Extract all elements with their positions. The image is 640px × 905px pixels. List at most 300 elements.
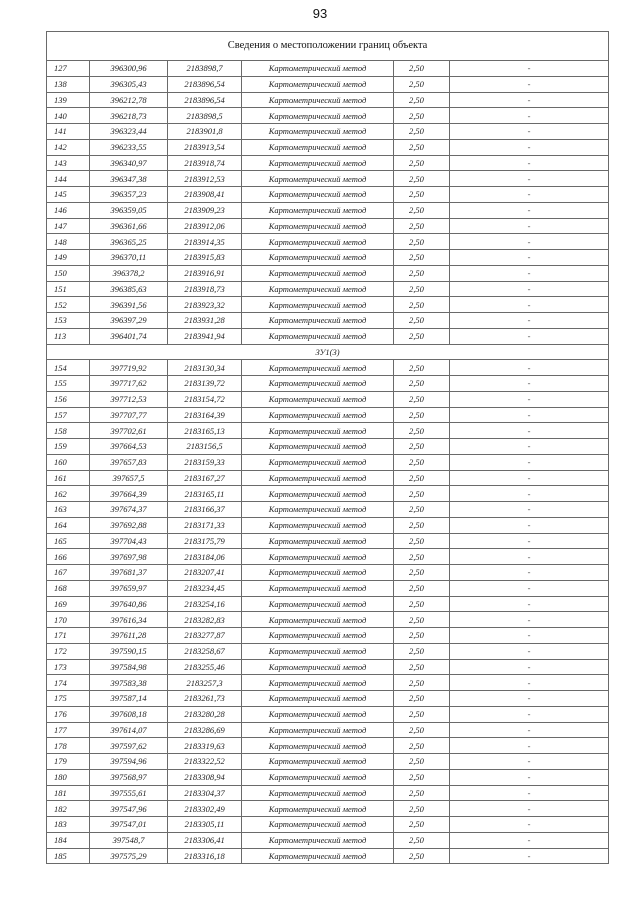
point-number-cell: 152: [47, 297, 90, 313]
point-number-cell: 181: [47, 785, 90, 801]
description-cell: -: [450, 533, 609, 549]
x-coordinate-cell: 397697,98: [90, 549, 168, 565]
point-number-cell: 179: [47, 754, 90, 770]
table-row: [47, 234, 609, 250]
precision-cell: 2,50: [394, 580, 450, 596]
method-cell: Картометрический метод: [242, 108, 394, 124]
method-cell: Картометрический метод: [242, 218, 394, 234]
precision-cell: 2,50: [394, 391, 450, 407]
precision-cell: 2,50: [394, 769, 450, 785]
point-number-cell: 174: [47, 675, 90, 691]
method-cell: Картометрический метод: [242, 234, 394, 250]
description-cell: -: [450, 61, 609, 77]
precision-cell: 2,50: [394, 628, 450, 644]
description-cell: -: [450, 549, 609, 565]
point-number-cell: 164: [47, 517, 90, 533]
point-number-cell: 145: [47, 187, 90, 203]
method-cell: Картометрический метод: [242, 502, 394, 518]
y-coordinate-cell: 2183207,41: [168, 565, 242, 581]
point-number-cell: 154: [47, 360, 90, 376]
method-cell: Картометрический метод: [242, 691, 394, 707]
description-cell: -: [450, 612, 609, 628]
description-cell: -: [450, 785, 609, 801]
table-row: [47, 517, 609, 533]
table-row: [47, 832, 609, 848]
y-coordinate-cell: 2183277,87: [168, 628, 242, 644]
point-number-cell: 170: [47, 612, 90, 628]
description-cell: -: [450, 580, 609, 596]
x-coordinate-cell: 396385,63: [90, 281, 168, 297]
table-body: [47, 32, 609, 864]
precision-cell: 2,50: [394, 360, 450, 376]
x-coordinate-cell: 396357,23: [90, 187, 168, 203]
point-number-cell: 156: [47, 391, 90, 407]
y-coordinate-cell: 2183165,13: [168, 423, 242, 439]
table-row: [47, 376, 609, 392]
y-coordinate-cell: 2183316,18: [168, 848, 242, 864]
method-cell: Картометрический метод: [242, 470, 394, 486]
description-cell: -: [450, 171, 609, 187]
x-coordinate-cell: 397704,43: [90, 533, 168, 549]
method-cell: Картометрический метод: [242, 281, 394, 297]
x-coordinate-cell: 397568,97: [90, 769, 168, 785]
x-coordinate-cell: 396401,74: [90, 328, 168, 344]
method-cell: Картометрический метод: [242, 155, 394, 171]
method-cell: Картометрический метод: [242, 565, 394, 581]
precision-cell: 2,50: [394, 817, 450, 833]
method-cell: Картометрический метод: [242, 171, 394, 187]
table-row: [47, 769, 609, 785]
table-row: [47, 155, 609, 171]
method-cell: Картометрический метод: [242, 659, 394, 675]
y-coordinate-cell: 2183154,72: [168, 391, 242, 407]
precision-cell: 2,50: [394, 139, 450, 155]
table-row: [47, 407, 609, 423]
point-number-cell: 180: [47, 769, 90, 785]
table-row: [47, 502, 609, 518]
y-coordinate-cell: 2183896,54: [168, 76, 242, 92]
table-row: [47, 423, 609, 439]
table-row: [47, 549, 609, 565]
y-coordinate-cell: 2183304,37: [168, 785, 242, 801]
table-row: [47, 470, 609, 486]
point-number-cell: 162: [47, 486, 90, 502]
description-cell: -: [450, 502, 609, 518]
precision-cell: 2,50: [394, 691, 450, 707]
precision-cell: 2,50: [394, 643, 450, 659]
x-coordinate-cell: 397597,62: [90, 738, 168, 754]
table-row: [47, 801, 609, 817]
y-coordinate-cell: 2183167,27: [168, 470, 242, 486]
description-cell: -: [450, 769, 609, 785]
precision-cell: 2,50: [394, 832, 450, 848]
method-cell: Картометрический метод: [242, 486, 394, 502]
precision-cell: 2,50: [394, 234, 450, 250]
table-row: [47, 171, 609, 187]
table-row: [47, 565, 609, 581]
method-cell: Картометрический метод: [242, 61, 394, 77]
method-cell: Картометрический метод: [242, 801, 394, 817]
method-cell: Картометрический метод: [242, 754, 394, 770]
description-cell: -: [450, 691, 609, 707]
point-number-cell: 176: [47, 706, 90, 722]
y-coordinate-cell: 2183319,63: [168, 738, 242, 754]
precision-cell: 2,50: [394, 202, 450, 218]
point-number-cell: 127: [47, 61, 90, 77]
x-coordinate-cell: 397707,77: [90, 407, 168, 423]
table-row: [47, 533, 609, 549]
x-coordinate-cell: 397692,88: [90, 517, 168, 533]
x-coordinate-cell: 396212,78: [90, 92, 168, 108]
section-row: [47, 344, 609, 360]
point-number-cell: 140: [47, 108, 90, 124]
description-cell: -: [450, 234, 609, 250]
description-cell: -: [450, 754, 609, 770]
description-cell: -: [450, 423, 609, 439]
precision-cell: 2,50: [394, 549, 450, 565]
point-number-cell: 165: [47, 533, 90, 549]
page-number: 93: [312, 6, 328, 21]
method-cell: Картометрический метод: [242, 187, 394, 203]
description-cell: -: [450, 265, 609, 281]
method-cell: Картометрический метод: [242, 533, 394, 549]
y-coordinate-cell: 2183913,54: [168, 139, 242, 155]
table-row: [47, 108, 609, 124]
table-row: [47, 706, 609, 722]
method-cell: Картометрический метод: [242, 250, 394, 266]
table-row: [47, 76, 609, 92]
y-coordinate-cell: 2183915,83: [168, 250, 242, 266]
description-cell: -: [450, 832, 609, 848]
precision-cell: 2,50: [394, 76, 450, 92]
point-number-cell: 177: [47, 722, 90, 738]
precision-cell: 2,50: [394, 92, 450, 108]
precision-cell: 2,50: [394, 470, 450, 486]
description-cell: -: [450, 596, 609, 612]
method-cell: Картометрический метод: [242, 124, 394, 140]
point-number-cell: 151: [47, 281, 90, 297]
point-number-cell: 168: [47, 580, 90, 596]
y-coordinate-cell: 2183908,41: [168, 187, 242, 203]
point-number-cell: 142: [47, 139, 90, 155]
table-row: [47, 439, 609, 455]
y-coordinate-cell: 2183261,73: [168, 691, 242, 707]
x-coordinate-cell: 397640,86: [90, 596, 168, 612]
y-coordinate-cell: 2183280,28: [168, 706, 242, 722]
y-coordinate-cell: 2183139,72: [168, 376, 242, 392]
y-coordinate-cell: 2183896,54: [168, 92, 242, 108]
table-row: [47, 360, 609, 376]
description-cell: -: [450, 139, 609, 155]
table-row: [47, 139, 609, 155]
table-row: [47, 202, 609, 218]
table-row: [47, 785, 609, 801]
precision-cell: 2,50: [394, 313, 450, 329]
precision-cell: 2,50: [394, 596, 450, 612]
x-coordinate-cell: 397717,62: [90, 376, 168, 392]
y-coordinate-cell: 2183918,74: [168, 155, 242, 171]
table-row: [47, 265, 609, 281]
precision-cell: 2,50: [394, 407, 450, 423]
precision-cell: 2,50: [394, 801, 450, 817]
table-row: [47, 675, 609, 691]
section-label: ЗУ1(3): [47, 344, 609, 360]
precision-cell: 2,50: [394, 486, 450, 502]
x-coordinate-cell: 396323,44: [90, 124, 168, 140]
precision-cell: 2,50: [394, 738, 450, 754]
description-cell: -: [450, 281, 609, 297]
method-cell: Картометрический метод: [242, 407, 394, 423]
table-row: [47, 124, 609, 140]
description-cell: -: [450, 108, 609, 124]
table-title: Сведения о местоположении границ объекта: [47, 32, 609, 61]
y-coordinate-cell: 2183302,49: [168, 801, 242, 817]
table-row: [47, 218, 609, 234]
x-coordinate-cell: 396391,56: [90, 297, 168, 313]
point-number-cell: 141: [47, 124, 90, 140]
description-cell: -: [450, 454, 609, 470]
x-coordinate-cell: 397575,29: [90, 848, 168, 864]
description-cell: -: [450, 643, 609, 659]
description-cell: -: [450, 801, 609, 817]
table-row: [47, 596, 609, 612]
method-cell: Картометрический метод: [242, 376, 394, 392]
x-coordinate-cell: 397681,37: [90, 565, 168, 581]
x-coordinate-cell: 396370,11: [90, 250, 168, 266]
table-row: [47, 722, 609, 738]
point-number-cell: 171: [47, 628, 90, 644]
table-title-row: [47, 32, 609, 61]
x-coordinate-cell: 397547,01: [90, 817, 168, 833]
precision-cell: 2,50: [394, 454, 450, 470]
point-number-cell: 182: [47, 801, 90, 817]
y-coordinate-cell: 2183159,33: [168, 454, 242, 470]
precision-cell: 2,50: [394, 706, 450, 722]
method-cell: Картометрический метод: [242, 454, 394, 470]
precision-cell: 2,50: [394, 565, 450, 581]
description-cell: -: [450, 92, 609, 108]
x-coordinate-cell: 396300,96: [90, 61, 168, 77]
x-coordinate-cell: 396397,29: [90, 313, 168, 329]
table-row: [47, 281, 609, 297]
description-cell: -: [450, 848, 609, 864]
x-coordinate-cell: 397555,61: [90, 785, 168, 801]
point-number-cell: 149: [47, 250, 90, 266]
point-number-cell: 178: [47, 738, 90, 754]
description-cell: -: [450, 250, 609, 266]
table-row: [47, 92, 609, 108]
description-cell: -: [450, 722, 609, 738]
precision-cell: 2,50: [394, 848, 450, 864]
y-coordinate-cell: 2183941,94: [168, 328, 242, 344]
point-number-cell: 166: [47, 549, 90, 565]
point-number-cell: 155: [47, 376, 90, 392]
x-coordinate-cell: 397664,39: [90, 486, 168, 502]
table-row: [47, 187, 609, 203]
point-number-cell: 158: [47, 423, 90, 439]
method-cell: Картометрический метод: [242, 612, 394, 628]
point-number-cell: 139: [47, 92, 90, 108]
method-cell: Картометрический метод: [242, 580, 394, 596]
x-coordinate-cell: 397587,14: [90, 691, 168, 707]
y-coordinate-cell: 2183308,94: [168, 769, 242, 785]
x-coordinate-cell: 397614,07: [90, 722, 168, 738]
y-coordinate-cell: 2183175,79: [168, 533, 242, 549]
point-number-cell: 146: [47, 202, 90, 218]
precision-cell: 2,50: [394, 754, 450, 770]
precision-cell: 2,50: [394, 187, 450, 203]
description-cell: -: [450, 675, 609, 691]
table-row: [47, 250, 609, 266]
point-number-cell: 185: [47, 848, 90, 864]
point-number-cell: 157: [47, 407, 90, 423]
x-coordinate-cell: 397659,97: [90, 580, 168, 596]
method-cell: Картометрический метод: [242, 706, 394, 722]
precision-cell: 2,50: [394, 108, 450, 124]
x-coordinate-cell: 397657,5: [90, 470, 168, 486]
precision-cell: 2,50: [394, 281, 450, 297]
x-coordinate-cell: 397590,15: [90, 643, 168, 659]
point-number-cell: 143: [47, 155, 90, 171]
precision-cell: 2,50: [394, 124, 450, 140]
point-number-cell: 153: [47, 313, 90, 329]
precision-cell: 2,50: [394, 785, 450, 801]
y-coordinate-cell: 2183166,37: [168, 502, 242, 518]
description-cell: -: [450, 470, 609, 486]
x-coordinate-cell: 397594,96: [90, 754, 168, 770]
x-coordinate-cell: 397583,38: [90, 675, 168, 691]
point-number-cell: 175: [47, 691, 90, 707]
description-cell: -: [450, 313, 609, 329]
x-coordinate-cell: 396340,97: [90, 155, 168, 171]
x-coordinate-cell: 396359,05: [90, 202, 168, 218]
table-row: [47, 313, 609, 329]
x-coordinate-cell: 397657,83: [90, 454, 168, 470]
point-number-cell: 184: [47, 832, 90, 848]
table-row: [47, 848, 609, 864]
y-coordinate-cell: 2183257,3: [168, 675, 242, 691]
precision-cell: 2,50: [394, 659, 450, 675]
y-coordinate-cell: 2183918,73: [168, 281, 242, 297]
x-coordinate-cell: 396361,66: [90, 218, 168, 234]
table-row: [47, 454, 609, 470]
method-cell: Картометрический метод: [242, 549, 394, 565]
point-number-cell: 173: [47, 659, 90, 675]
point-number-cell: 160: [47, 454, 90, 470]
method-cell: Картометрический метод: [242, 328, 394, 344]
precision-cell: 2,50: [394, 155, 450, 171]
method-cell: Картометрический метод: [242, 517, 394, 533]
table-row: [47, 754, 609, 770]
x-coordinate-cell: 397608,18: [90, 706, 168, 722]
y-coordinate-cell: 2183912,53: [168, 171, 242, 187]
method-cell: Картометрический метод: [242, 738, 394, 754]
y-coordinate-cell: 2183258,67: [168, 643, 242, 659]
method-cell: Картометрический метод: [242, 769, 394, 785]
method-cell: Картометрический метод: [242, 360, 394, 376]
description-cell: -: [450, 628, 609, 644]
table-row: [47, 738, 609, 754]
point-number-cell: 144: [47, 171, 90, 187]
y-coordinate-cell: 2183171,33: [168, 517, 242, 533]
table-row: [47, 580, 609, 596]
y-coordinate-cell: 2183909,23: [168, 202, 242, 218]
y-coordinate-cell: 2183234,45: [168, 580, 242, 596]
y-coordinate-cell: 2183184,06: [168, 549, 242, 565]
point-number-cell: 163: [47, 502, 90, 518]
x-coordinate-cell: 397712,53: [90, 391, 168, 407]
y-coordinate-cell: 2183914,35: [168, 234, 242, 250]
method-cell: Картометрический метод: [242, 832, 394, 848]
y-coordinate-cell: 2183254,16: [168, 596, 242, 612]
description-cell: -: [450, 407, 609, 423]
x-coordinate-cell: 396218,73: [90, 108, 168, 124]
method-cell: Картометрический метод: [242, 139, 394, 155]
description-cell: -: [450, 517, 609, 533]
method-cell: Картометрический метод: [242, 92, 394, 108]
y-coordinate-cell: 2183931,28: [168, 313, 242, 329]
method-cell: Картометрический метод: [242, 439, 394, 455]
precision-cell: 2,50: [394, 376, 450, 392]
description-cell: -: [450, 360, 609, 376]
precision-cell: 2,50: [394, 265, 450, 281]
y-coordinate-cell: 2183898,7: [168, 61, 242, 77]
description-cell: -: [450, 706, 609, 722]
precision-cell: 2,50: [394, 439, 450, 455]
description-cell: -: [450, 155, 609, 171]
y-coordinate-cell: 2183305,11: [168, 817, 242, 833]
precision-cell: 2,50: [394, 675, 450, 691]
table-row: [47, 817, 609, 833]
x-coordinate-cell: 396378,2: [90, 265, 168, 281]
method-cell: Картометрический метод: [242, 596, 394, 612]
table-row: [47, 486, 609, 502]
description-cell: -: [450, 486, 609, 502]
x-coordinate-cell: 397611,28: [90, 628, 168, 644]
point-number-cell: 138: [47, 76, 90, 92]
table-row: [47, 612, 609, 628]
precision-cell: 2,50: [394, 61, 450, 77]
boundary-coordinates-table: [46, 31, 609, 864]
description-cell: -: [450, 202, 609, 218]
y-coordinate-cell: 2183916,91: [168, 265, 242, 281]
precision-cell: 2,50: [394, 297, 450, 313]
precision-cell: 2,50: [394, 612, 450, 628]
point-number-cell: 148: [47, 234, 90, 250]
table-row: [47, 61, 609, 77]
method-cell: Картометрический метод: [242, 423, 394, 439]
precision-cell: 2,50: [394, 502, 450, 518]
point-number-cell: 172: [47, 643, 90, 659]
precision-cell: 2,50: [394, 218, 450, 234]
point-number-cell: 161: [47, 470, 90, 486]
method-cell: Картометрический метод: [242, 391, 394, 407]
point-number-cell: 169: [47, 596, 90, 612]
point-number-cell: 183: [47, 817, 90, 833]
y-coordinate-cell: 2183255,46: [168, 659, 242, 675]
method-cell: Картометрический метод: [242, 643, 394, 659]
x-coordinate-cell: 396233,55: [90, 139, 168, 155]
x-coordinate-cell: 397674,37: [90, 502, 168, 518]
method-cell: Картометрический метод: [242, 817, 394, 833]
precision-cell: 2,50: [394, 722, 450, 738]
point-number-cell: 159: [47, 439, 90, 455]
y-coordinate-cell: 2183130,34: [168, 360, 242, 376]
y-coordinate-cell: 2183282,83: [168, 612, 242, 628]
y-coordinate-cell: 2183898,5: [168, 108, 242, 124]
method-cell: Картометрический метод: [242, 202, 394, 218]
point-number-cell: 150: [47, 265, 90, 281]
